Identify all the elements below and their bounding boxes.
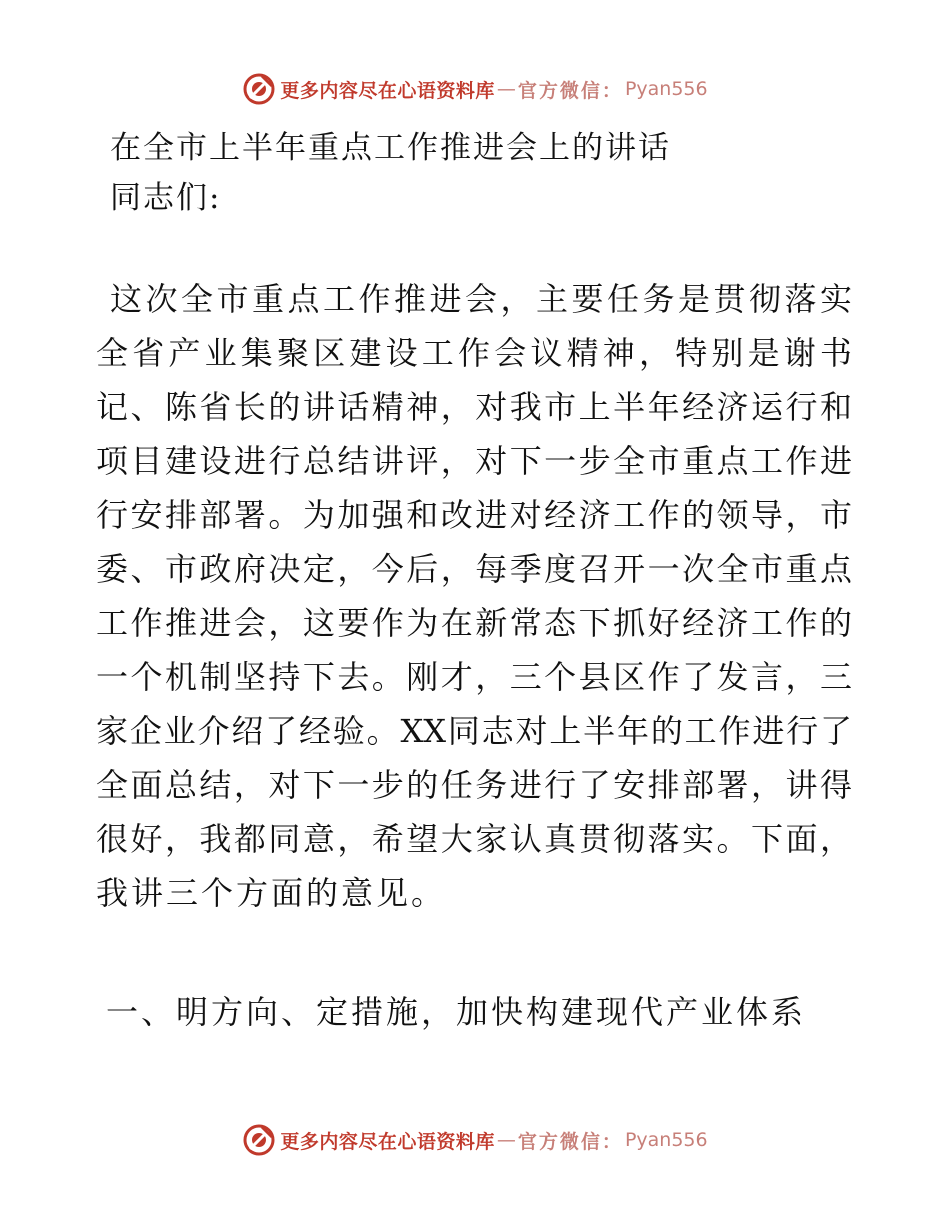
brand-logo-icon bbox=[242, 1123, 276, 1157]
paragraph-line: 全面总结，对下一步的任务进行了安排部署，讲得 bbox=[96, 766, 852, 804]
paragraph-line: 一个机制坚持下去。刚才，三个县区作了发言，三 bbox=[96, 658, 852, 696]
banner-main-text: 更多内容尽在心语资料库 bbox=[280, 79, 495, 102]
brand-logo-icon bbox=[242, 72, 276, 106]
paragraph-line: 这次全市重点工作推进会，主要任务是贯彻落实 bbox=[110, 280, 852, 318]
paragraph-line: 行安排部署。为加强和改进对经济工作的领导，市 bbox=[96, 496, 852, 534]
paragraph-line: 家企业介绍了经验。XX同志对上半年的工作进行了 bbox=[96, 712, 852, 750]
banner-wechat-id: Pyan556 bbox=[624, 1129, 708, 1151]
paragraph-line: 项目建设进行总结讲评，对下一步全市重点工作进 bbox=[96, 442, 852, 480]
body-paragraph bbox=[96, 272, 852, 920]
paragraph-line: 全省产业集聚区建设工作会议精神，特别是谢书 bbox=[96, 334, 852, 372]
salutation: 同志们: bbox=[110, 180, 222, 216]
document-title: 在全市上半年重点工作推进会上的讲话 bbox=[110, 130, 671, 166]
banner-wechat-label: 官方微信： bbox=[517, 79, 623, 102]
banner-main-text: 更多内容尽在心语资料库 bbox=[280, 1130, 495, 1153]
section-heading: 一、明方向、定措施，加快构建现代产业体系 bbox=[106, 993, 807, 1031]
banner-wechat-label: 官方微信： bbox=[517, 1130, 623, 1153]
paragraph-line: 记、陈省长的讲话精神，对我市上半年经济运行和 bbox=[96, 388, 852, 426]
banner-dash: — bbox=[496, 1129, 516, 1151]
paragraph-line: 委、市政府决定，今后，每季度召开一次全市重点 bbox=[96, 550, 852, 588]
paragraph-line: 很好，我都同意，希望大家认真贯彻落实。下面， bbox=[96, 820, 852, 858]
banner-dash: — bbox=[496, 78, 516, 100]
header-watermark-banner bbox=[0, 72, 950, 106]
paragraph-line: 工作推进会，这要作为在新常态下抓好经济工作的 bbox=[96, 604, 852, 642]
banner-wechat-id: Pyan556 bbox=[624, 78, 708, 100]
paragraph-line: 我讲三个方面的意见。 bbox=[96, 874, 447, 912]
footer-watermark-banner bbox=[0, 1123, 950, 1157]
